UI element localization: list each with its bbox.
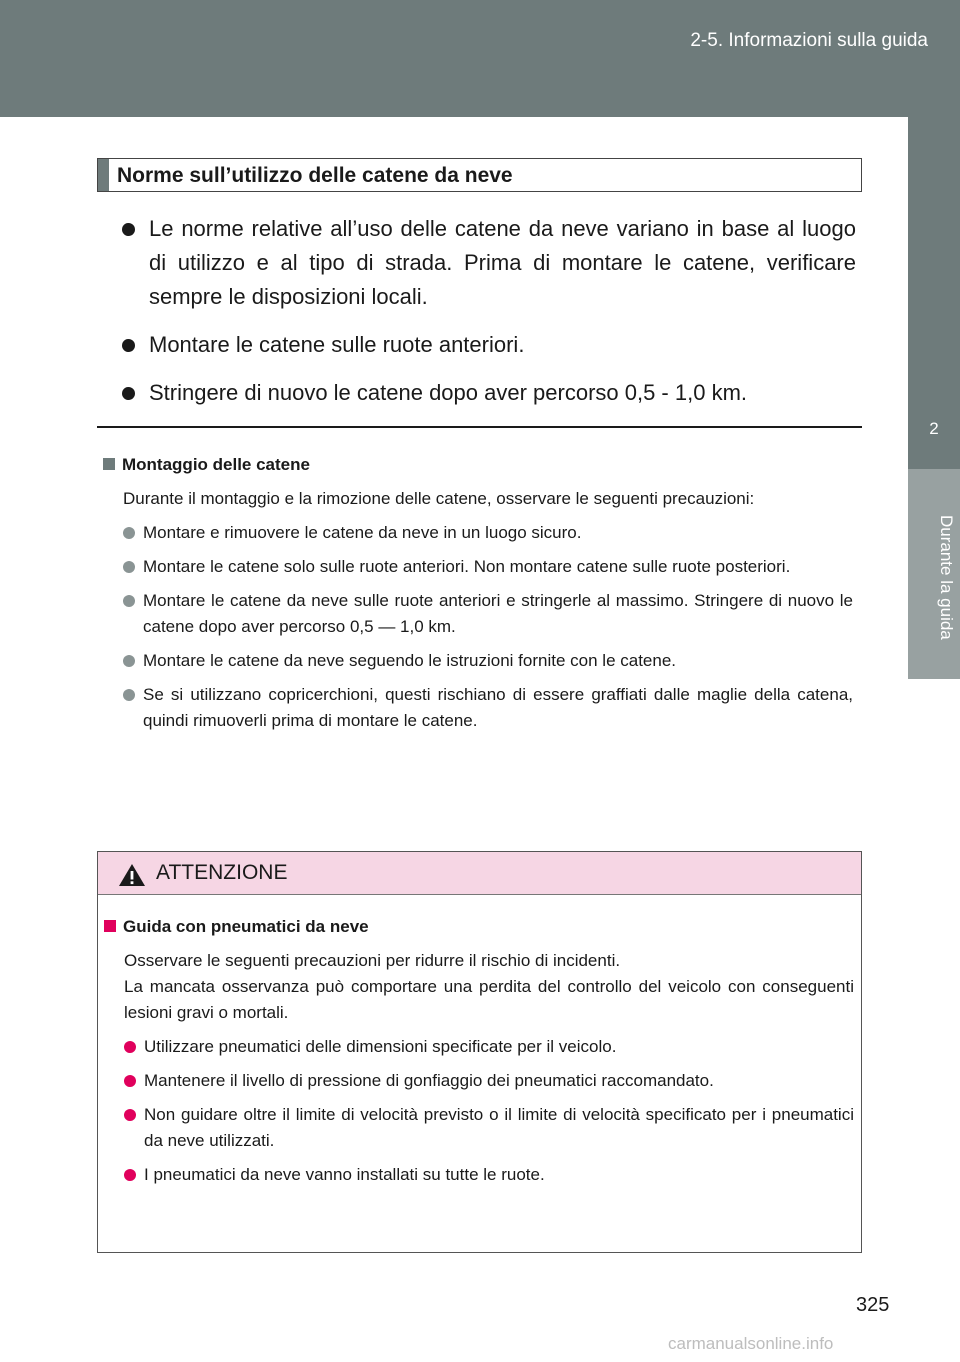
bullet-icon	[123, 595, 135, 607]
chapter-number: 2	[929, 419, 939, 438]
list-item: Non guidare oltre il limite di velocità previsto o il limite di velocità specificato per i pneumatici da neve utilizzati.	[124, 1102, 854, 1154]
subsection-heading: Norme sull’utilizzo delle catene da neve	[117, 164, 513, 187]
warning-label: ATTENZIONE	[156, 861, 288, 884]
bullet-icon	[122, 223, 135, 236]
page-number: 325	[856, 1294, 890, 1316]
bullet-icon	[123, 689, 135, 701]
heading-accent-bar	[98, 159, 109, 191]
rules-list	[122, 212, 856, 424]
header-band	[0, 0, 960, 117]
chapter-label: Durante la guida	[937, 514, 956, 640]
square-bullet-icon	[104, 920, 116, 932]
warning-body	[104, 914, 854, 1196]
chapter-tab[interactable]	[908, 117, 960, 469]
list-item: Stringere di nuovo le catene dopo aver percorso 0,5 - 1,0 km.	[122, 376, 856, 410]
note-block	[103, 452, 853, 742]
list-item: Montare le catene solo sulle ruote anteriori. Non montare catene sulle ruote posteriori.	[123, 554, 853, 580]
warning-title: Guida con pneumatici da neve	[104, 914, 854, 940]
list-item: Mantenere il livello di pressione di gonfiaggio dei pneumatici raccomandato.	[124, 1068, 854, 1094]
bullet-icon	[122, 387, 135, 400]
warning-triangle-icon	[118, 863, 146, 887]
list-item: I pneumatici da neve vanno installati su tutte le ruote.	[124, 1162, 854, 1188]
bullet-icon	[123, 527, 135, 539]
bullet-icon	[122, 339, 135, 352]
list-item: Montare e rimuovere le catene da neve in un luogo sicuro.	[123, 520, 853, 546]
watermark: carmanualsonline.info	[668, 1334, 834, 1353]
list-item: Se si utilizzano copricerchioni, questi rischiano di essere graffiati dalle maglie della catena, quindi rimuoverli prima di montare le catene.	[123, 682, 853, 734]
section-divider	[97, 426, 862, 428]
list-item: Montare le catene da neve seguendo le istruzioni fornite con le catene.	[123, 648, 853, 674]
bullet-icon	[123, 655, 135, 667]
note-title: Montaggio delle catene	[103, 452, 853, 478]
warning-list	[124, 1034, 854, 1188]
bullet-icon	[123, 561, 135, 573]
note-list	[123, 520, 853, 734]
list-item: Le norme relative all’uso delle catene da neve variano in base al luogo di utilizzo e al tipo di strada. Prima di montare le catene, verificare sempre le disposizioni locali.	[122, 212, 856, 314]
subsection-heading-box	[97, 158, 862, 192]
bullet-icon	[124, 1075, 136, 1087]
warning-header	[98, 852, 861, 895]
chapter-label-tab[interactable]	[908, 469, 960, 679]
warning-intro: Osservare le seguenti precauzioni per ridurre il rischio di incidenti. La mancata osservanza può comportare una perdita del controllo del veicolo con conseguenti lesioni gravi o mortali.	[124, 951, 854, 1022]
bullet-icon	[124, 1169, 136, 1181]
list-item: Montare le catene da neve sulle ruote anteriori e stringerle al massimo. Stringere di nuovo le catene dopo aver percorso 0,5 — 1,0 km.	[123, 588, 853, 640]
section-title: 2-5. Informazioni sulla guida	[690, 30, 928, 51]
list-item: Montare le catene sulle ruote anteriori.	[122, 328, 856, 362]
bullet-icon	[124, 1109, 136, 1121]
list-item: Utilizzare pneumatici delle dimensioni specificate per il veicolo.	[124, 1034, 854, 1060]
square-bullet-icon	[103, 458, 115, 470]
warning-box	[97, 851, 862, 1253]
bullet-icon	[124, 1041, 136, 1053]
note-intro: Durante il montaggio e la rimozione delle catene, osservare le seguenti precauzioni:	[123, 489, 755, 508]
